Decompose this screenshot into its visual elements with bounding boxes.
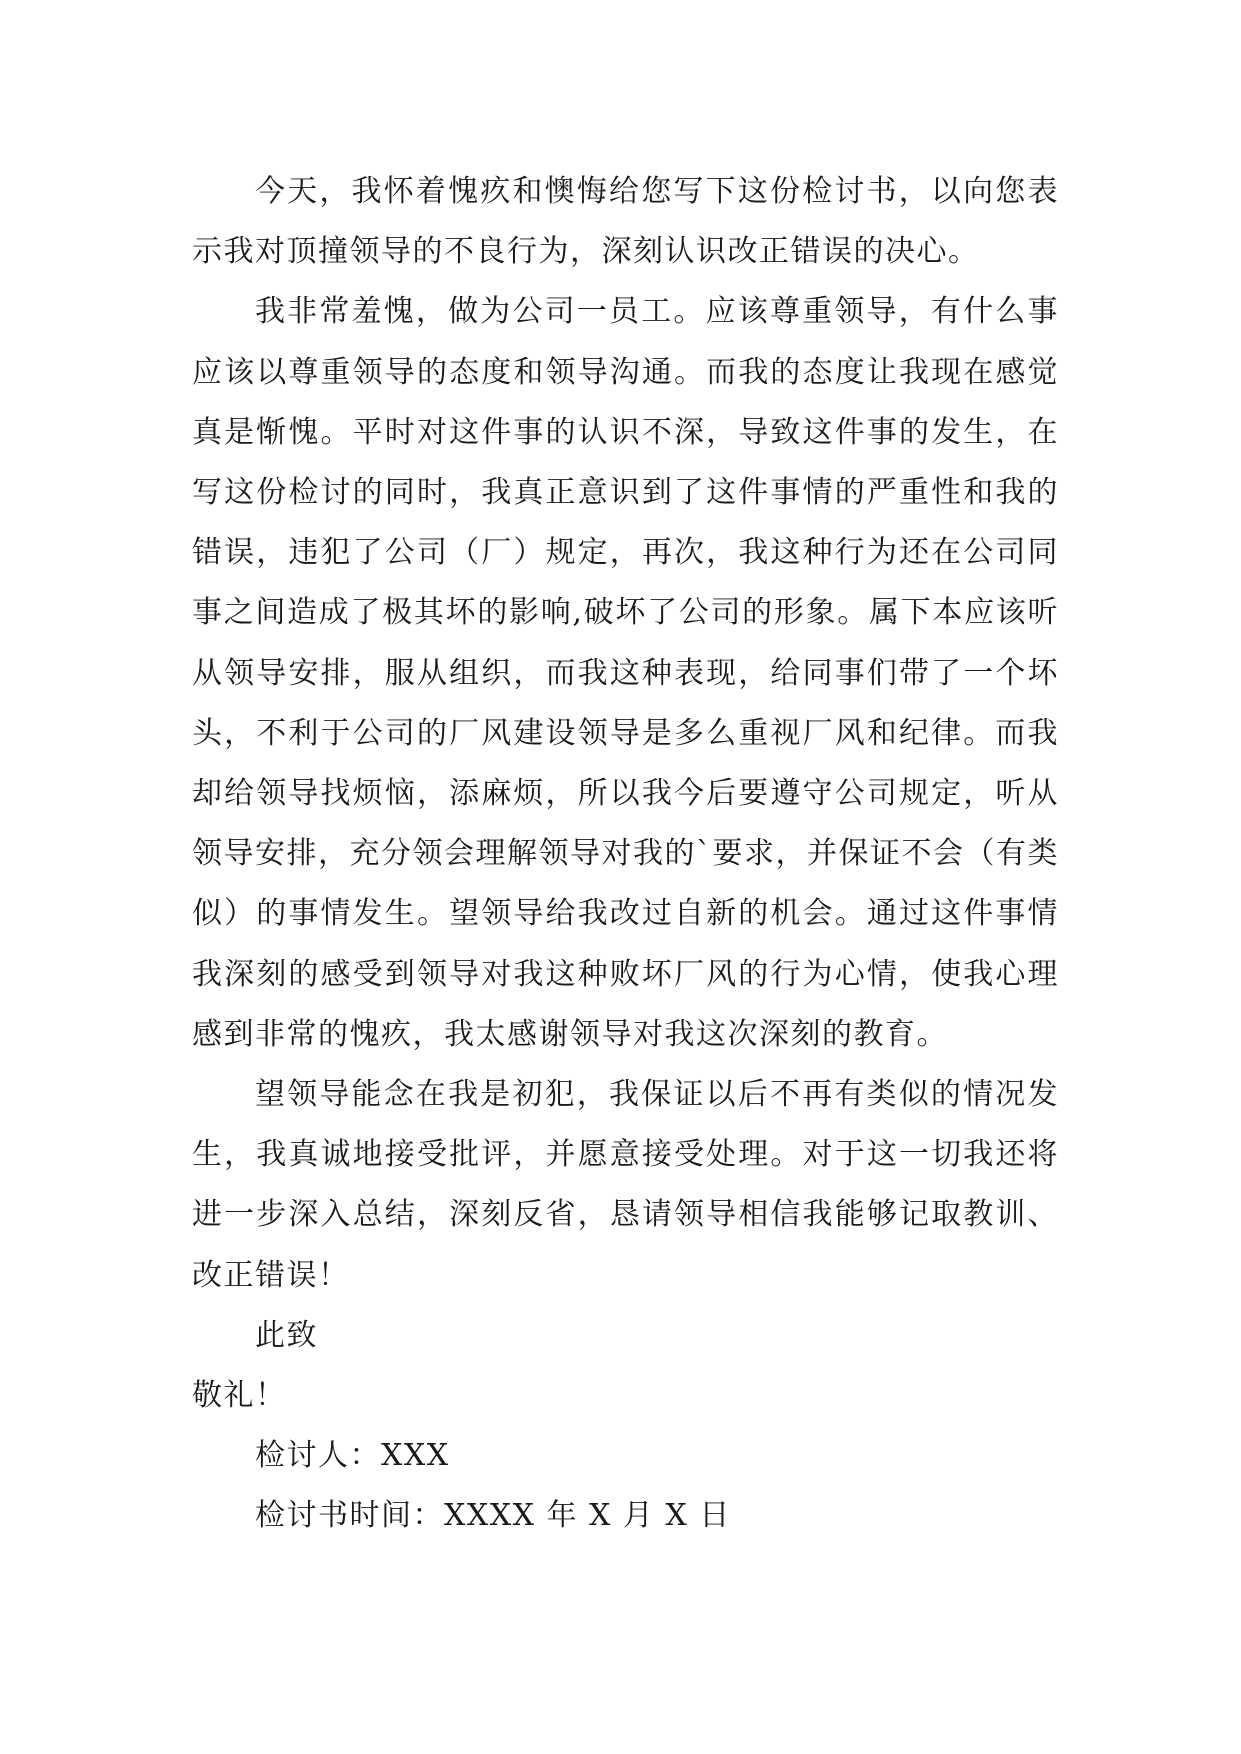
paragraph-main: 我非常羞愧，做为公司一员工。应该尊重领导，有什么事应该以尊重领导的态度和领导沟通。而我的态度让我现在感觉真是惭愧。平时对这件事的认识不深，导致这件事的发生，在写这份检讨的同时，我真正意识到了这件事情的严重性和我的错误，违犯了公司（厂）规定，再次，我这种行为还在公司同事之间造成了极其坏的影响,破坏了公司的形象。属下本应该听从领导安排，服从组织，而我这种表现，给同事们带了一个坏头，不利于公司的厂风建设领导是多么重视厂风和纪律。而我却给领导找烦恼，添麻烦，所以我今后要遵守公司规定，听从领导安排，充分领会理解领导对我的`要求，并保证不会（有类似）的事情发生。望领导给我改过自新的机会。通过这件事情我深刻的感受到领导对我这种败坏厂风的行为心情，使我心理感到非常的愧疚，我太感谢领导对我这次深刻的教育。 (192, 294, 1059, 1052)
signer-line: 检讨人：XXX (255, 1438, 450, 1474)
closing-ci-zhi: 此致 (255, 1317, 318, 1353)
paragraph-opening: 今天，我怀着愧疚和懊悔给您写下这份检讨书，以向您表示我对顶撞领导的不良行为，深刻认识改正错误的决心。 (192, 174, 1059, 270)
closing-jing-li: 敬礼！ (192, 1378, 287, 1414)
paragraph-pledge: 望领导能念在我是初犯，我保证以后不再有类似的情况发生，我真诚地接受批评，并愿意接受处理。对于这一切我还将进一步深入总结，深刻反省，恳请领导相信我能够记取教训、改正错误！ (192, 1077, 1059, 1293)
date-line: 检讨书时间：XXXX 年 X 月 X 日 (255, 1498, 731, 1534)
letter-body (192, 162, 1059, 1547)
